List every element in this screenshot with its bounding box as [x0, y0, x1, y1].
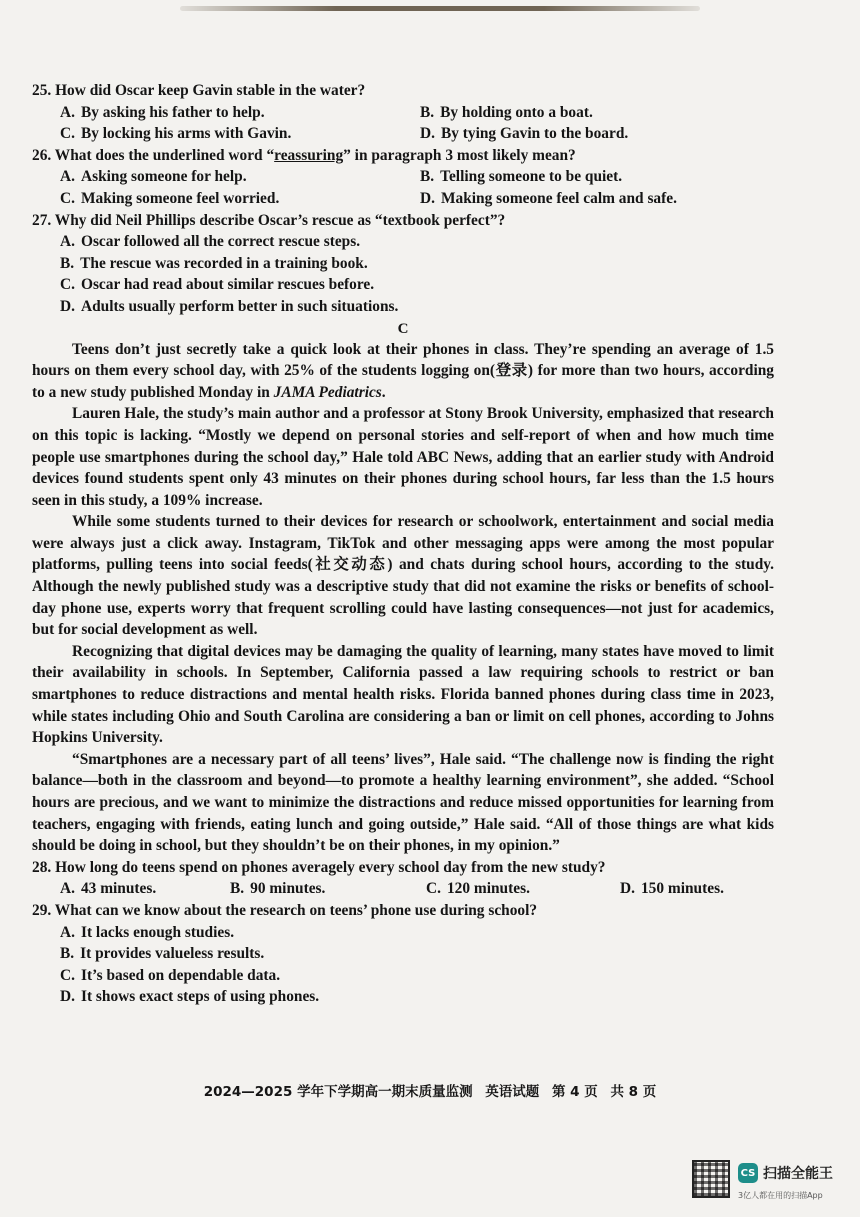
question-stem: 29. What can we know about the research on teens’ phone use during school?: [32, 901, 538, 919]
qr-code: [692, 1160, 730, 1198]
passage-paragraph-2: Lauren Hale, the study’s main author and a professor at Stony Brook University, emphasized that research on this topic is lacking. “Mostly we depend on personal stories and self-report of when and how much time people use smartphones during the school day,” Hale told ABC News, adding that an earlier study with Android devices found students spent only 43 minutes on their phones during school hours, far less than the 1.5 hours seen in this study, a 109% increase.: [32, 405, 774, 509]
option-a: A. By asking his father to help.: [60, 103, 265, 121]
option-b: B. 90 minutes.: [230, 880, 326, 898]
option-list: [32, 231, 774, 317]
option-b: B. By holding onto a boat.: [420, 103, 593, 121]
page-total: 共 8 页: [610, 1084, 657, 1100]
question-stem: 28. How long do teens spend on phones averagely every school day from the new study?: [32, 858, 606, 876]
option-c: C. It’s based on dependable data.: [60, 966, 281, 984]
option-c: C. 120 minutes.: [426, 880, 530, 898]
option-c: C. Oscar had read about similar rescues before.: [60, 276, 375, 294]
question-stem: 27. Why did Neil Phillips describe Oscar’s rescue as “textbook perfect”?: [32, 211, 506, 229]
reading-passage: [32, 339, 774, 857]
question-28: [32, 857, 774, 900]
option-row: [32, 878, 774, 900]
exam-page-content: [32, 80, 774, 1008]
question-stem: 25. How did Oscar keep Gavin stable in the water?: [32, 82, 366, 99]
option-d: D. Adults usually perform better in such situations.: [60, 297, 399, 315]
option-c: C. Making someone feel worried.: [60, 189, 280, 207]
question-stem: 26. What does the underlined word “reassuring” in paragraph 3 most likely mean?: [32, 146, 576, 164]
option-d: D. 150 minutes.: [620, 880, 724, 898]
question-25: [32, 80, 774, 145]
question-29: [32, 900, 774, 1008]
option-c: C. By locking his arms with Gavin.: [60, 125, 292, 143]
option-a: A. Asking someone for help.: [60, 168, 247, 186]
option-grid: [32, 166, 774, 209]
option-b: B. It provides valueless results.: [60, 945, 265, 963]
option-d: D. It shows exact steps of using phones.: [60, 988, 320, 1006]
question-27: [32, 210, 774, 318]
option-a: A. 43 minutes.: [60, 880, 157, 898]
passage-paragraph-4: Recognizing that digital devices may be damaging the quality of learning, many states have moved to limit their availability in schools. In September, California passed a law requiring schools to restrict or ban smartphones to reduce distractions and mental health risks. Florida banned phones during class time in 2023, while states including Ohio and South Carolina are considering a ban or limit on cell phones, according to Johns Hopkins University.: [32, 642, 774, 747]
option-list: [32, 922, 774, 1008]
option-b: B. The rescue was recorded in a training book.: [60, 254, 368, 272]
question-26: [32, 145, 774, 210]
page-number: 第 4 页: [551, 1084, 598, 1100]
option-grid: [32, 102, 774, 145]
scanner-app-tagline: 3亿人都在用的扫描App: [738, 1191, 823, 1200]
passage-paragraph-1: Teens don’t just secretly take a quick look at their phones in class. They’re spending an average of 1.5 hours on them every school day, with 25% of the students logging on(登录) for more than two hours, according to a new study published Monday in JAMA Pediatrics.: [32, 340, 774, 401]
scanner-app-logo-icon: CS: [738, 1163, 758, 1183]
page-footer: [0, 1080, 860, 1100]
journal-title: JAMA Pediatrics: [273, 383, 382, 401]
scanner-app-name: 扫描全能王: [763, 1166, 833, 1182]
option-d: D. Making someone feel calm and safe.: [420, 189, 677, 207]
option-d: D. By tying Gavin to the board.: [420, 125, 629, 143]
passage-paragraph-5: “Smartphones are a necessary part of all teens’ lives”, Hale said. “The challenge now is finding the right balance—both in the classroom and beyond—to promote a healthy learning environment”, she added. “School hours are precious, and we want to minimize the distractions and reduce missed opportunities for learning from teachers, engaging with friends, eating lunch and going outside,” Hale said. “All of those things are what kids should be doing in school, but they shouldn’t be on their phones, in my opinion.”: [32, 750, 774, 855]
underlined-word: reassuring: [274, 146, 344, 164]
option-a: A. Oscar followed all the correct rescue steps.: [60, 233, 361, 251]
section-letter: C: [397, 320, 409, 337]
exam-title: 2024—2025 学年下学期高一期末质量监测: [203, 1084, 473, 1100]
top-decorative-rule: [180, 6, 700, 11]
option-a: A. It lacks enough studies.: [60, 923, 235, 941]
subject-label: 英语试题: [485, 1084, 540, 1100]
option-b: B. Telling someone to be quiet.: [420, 168, 623, 186]
passage-paragraph-3: While some students turned to their devices for research or schoolwork, entertainment and social media were always just a click away. Instagram, TikTok and other messaging apps were among the most popular platforms, pulling teens into social feeds(社交动态) and chats during school hours, according to the study. Although the newly published study was a descriptive study that did not examine the risks or benefits of school-day phone use, experts worry that frequent scrolling could have lasting consequences—not just for academics, but for social development as well.: [32, 513, 774, 639]
